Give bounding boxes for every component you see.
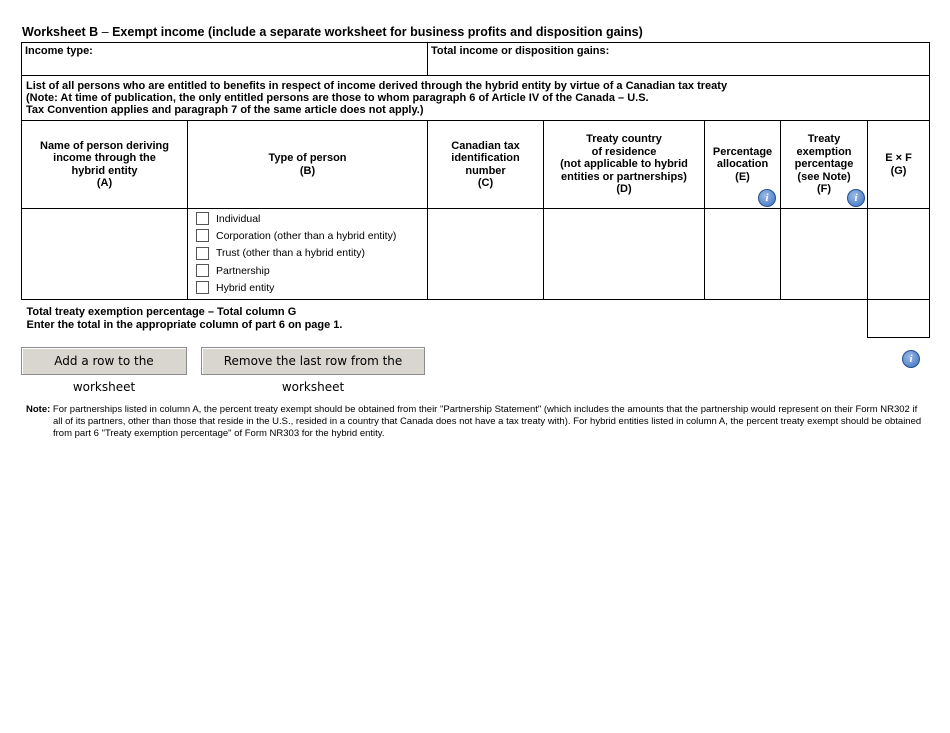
type-of-person-options <box>188 209 428 300</box>
total-line-2: Enter the total in the appropriate column of part 6 on page 1. <box>26 318 343 331</box>
option-label: Trust (other than a hybrid entity) <box>216 247 366 260</box>
corporation-checkbox[interactable] <box>196 229 209 242</box>
total-income-label: Total income or disposition gains: <box>431 45 610 57</box>
option-individual[interactable] <box>196 210 427 227</box>
income-type-field[interactable] <box>22 43 428 76</box>
percentage-allocation-input[interactable] <box>705 209 781 300</box>
option-label: Corporation (other than a hybrid entity) <box>216 229 397 242</box>
column-header-d <box>544 121 705 209</box>
worksheet-title <box>22 25 643 39</box>
info-icon[interactable]: i <box>758 189 776 207</box>
individual-checkbox[interactable] <box>196 212 209 225</box>
col-c-line: number <box>465 164 506 177</box>
instructions-line-2: (Note: At time of publication, the only entitled persons are those to whom paragraph 6 of Article IV of the Canada – U.S. <box>26 92 649 104</box>
entitled-persons-instructions <box>22 76 930 121</box>
trust-checkbox[interactable] <box>196 247 209 260</box>
worksheet-title-dash: – <box>98 25 113 39</box>
col-d-line: (not applicable to hybrid <box>560 158 688 171</box>
option-corporation[interactable] <box>196 227 427 244</box>
total-line-1: Total treaty exemption percentage – Total column G <box>26 306 297 318</box>
option-hybrid-entity[interactable] <box>196 279 427 296</box>
hybrid-entity-checkbox[interactable] <box>196 281 209 294</box>
treaty-exemption-percentage-input[interactable] <box>781 209 868 300</box>
col-e-line: Percentage <box>712 145 773 158</box>
worksheet-title-text: Exempt income (include a separate worksheet for business profits and disposition gains) <box>112 25 643 39</box>
col-b-line: Type of person <box>268 152 347 164</box>
e-times-f-output <box>868 209 930 300</box>
col-a-line: hybrid entity <box>71 164 138 177</box>
option-trust[interactable] <box>196 245 427 262</box>
column-header-g <box>868 121 930 209</box>
column-header-f <box>781 121 868 209</box>
column-header-b <box>188 121 428 209</box>
col-d-line: (D) <box>616 183 632 196</box>
column-header-c <box>428 121 544 209</box>
note-text: For partnerships listed in column A, the percent treaty exempt should be obtained from their "Partnership Statement" (which includes the amounts that the partnership would represent on their Form NR302 if all of its partners, other than those that reside in the U.S., resided in a country that Canada does not have a tax treaty with). For hybrid entities listed in column A, the percent treaty exempt should be obtained from part 6 "Treaty exemption percentage" of Form NR303 for the hybrid entity. <box>52 404 922 439</box>
remove-row-button[interactable]: Remove the last row from the worksheet <box>201 347 425 375</box>
col-f-line: percentage <box>794 158 854 171</box>
table-row <box>22 209 930 300</box>
col-g-line: E × F <box>885 152 912 164</box>
income-type-label: Income type: <box>25 45 93 57</box>
treaty-country-input[interactable] <box>544 209 705 300</box>
col-c-line: Canadian tax <box>451 139 520 152</box>
col-b-line: (B) <box>299 164 316 177</box>
total-instructions <box>22 300 868 338</box>
total-column-g-field[interactable] <box>868 300 930 338</box>
add-row-button[interactable]: Add a row to the worksheet <box>21 347 187 375</box>
col-f-line: exemption <box>796 145 852 158</box>
info-icon[interactable]: i <box>902 350 920 368</box>
column-header-e <box>705 121 781 209</box>
info-icon[interactable]: i <box>847 189 865 207</box>
col-f-line: (see Note) <box>797 170 851 183</box>
note-section <box>26 404 926 440</box>
col-g-line: (G) <box>890 164 907 177</box>
option-label: Hybrid entity <box>216 281 275 294</box>
col-c-line: (C) <box>477 177 494 189</box>
note-label: Note: <box>26 404 51 415</box>
col-d-line: entities or partnerships) <box>561 170 687 183</box>
col-f-line: Treaty <box>807 133 841 146</box>
option-partnership[interactable] <box>196 262 427 279</box>
col-a-line: Name of person deriving <box>40 139 169 152</box>
col-e-line: allocation <box>716 158 769 171</box>
tax-id-input[interactable] <box>428 209 544 300</box>
option-label: Partnership <box>216 264 270 277</box>
total-income-field[interactable] <box>428 43 930 76</box>
col-d-line: of residence <box>591 145 657 158</box>
col-a-line: income through the <box>53 152 156 164</box>
option-label: Individual <box>216 212 261 225</box>
col-a-line: (A) <box>96 177 113 189</box>
col-e-line: (E) <box>735 170 750 183</box>
person-name-input[interactable] <box>22 209 188 300</box>
instructions-line-1: List of all persons who are entitled to benefits in respect of income derived through the hybrid entity by virtue of a Canadian tax treaty <box>26 80 728 92</box>
instructions-line-3: Tax Convention applies and paragraph 7 of the same article does not apply.) <box>26 104 424 116</box>
worksheet-table <box>21 42 930 338</box>
worksheet-title-prefix: Worksheet B <box>22 25 99 39</box>
column-header-a <box>22 121 188 209</box>
col-f-line: (F) <box>816 183 832 196</box>
col-d-line: Treaty country <box>586 133 662 146</box>
partnership-checkbox[interactable] <box>196 264 209 277</box>
col-c-line: identification <box>451 152 520 164</box>
